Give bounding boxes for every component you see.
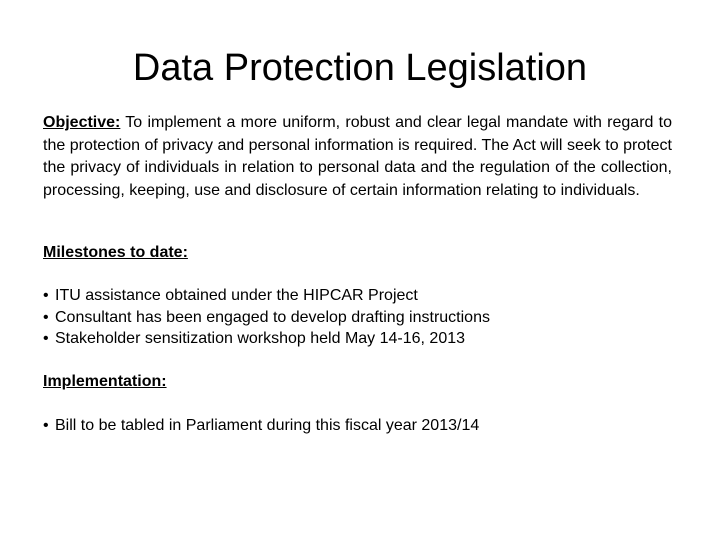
milestone-text: Stakeholder sensitization workshop held May 14-16, 2013 — [55, 330, 466, 347]
milestone-text: ITU assistance obtained under the HIPCAR Project — [55, 287, 418, 304]
implementation-list — [43, 415, 479, 437]
bullet-icon: • — [43, 330, 49, 347]
objective-text: To implement a more uniform, robust and clear legal mandate with regard to the protection of privacy and personal information is required. The Act will seek to protect the privacy of individuals in relation to personal data and the regulation of the collection, processing, keeping, use and disclosure of certain information relating to individuals. — [43, 114, 672, 199]
milestones-list — [43, 285, 490, 350]
implementation-text: Bill to be tabled in Parliament during this fiscal year 2013/14 — [55, 417, 480, 434]
list-item — [43, 415, 479, 437]
list-item — [43, 307, 490, 329]
milestones-heading: Milestones to date: — [43, 244, 188, 261]
objective-paragraph — [43, 112, 672, 202]
bullet-icon: • — [43, 417, 49, 434]
bullet-icon: • — [43, 308, 49, 326]
slide-title: Data Protection Legislation — [132, 47, 588, 89]
bullet-icon: • — [43, 287, 49, 304]
implementation-heading: Implementation: — [43, 373, 167, 390]
list-item — [43, 328, 490, 350]
objective-label: Objective: — [43, 114, 121, 131]
list-item — [43, 285, 490, 307]
milestone-text: Consultant has been engaged to develop drafting instructions — [55, 308, 490, 326]
